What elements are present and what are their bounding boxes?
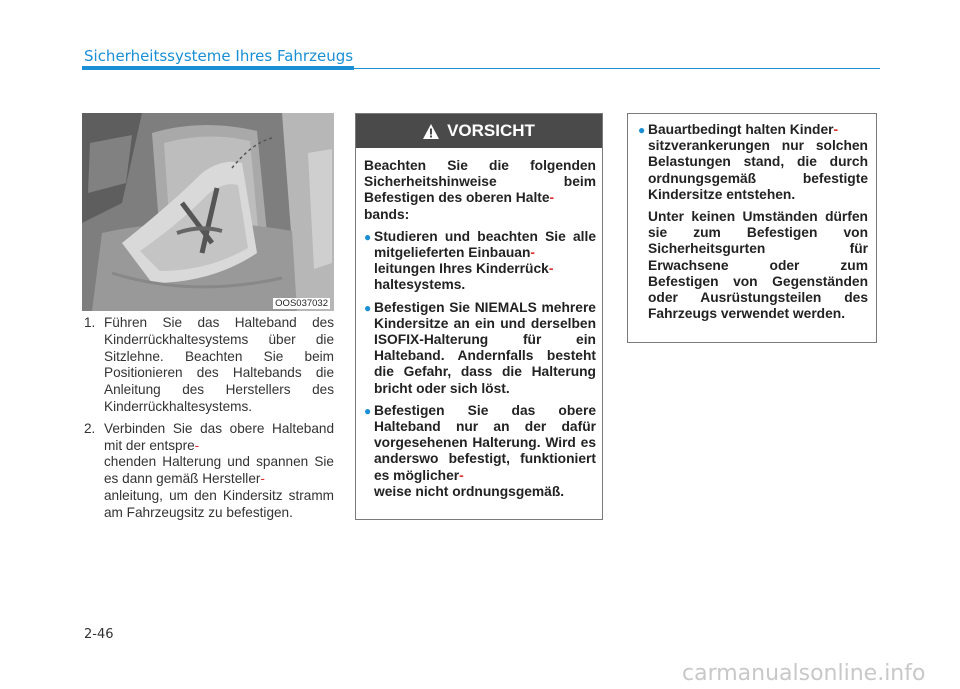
text-part: leitungen Ihres Kinderrück: [374, 261, 549, 277]
text-part: haltesystems.: [374, 277, 466, 293]
warning-bullet-1: [364, 229, 596, 294]
note-bullet: [638, 122, 868, 203]
warning-bullet-3: [364, 403, 596, 500]
bullet-text: [374, 403, 596, 500]
warning-bullet-2: [364, 300, 596, 397]
warning-triangle-icon: [423, 124, 439, 139]
bullet-dot-icon: ●: [364, 403, 372, 418]
hyphen-mark: -: [459, 467, 464, 483]
hyphen-mark: -: [194, 437, 200, 453]
bullet-text: [648, 122, 868, 203]
bullet-text: Befestigen Sie NIEMALS mehrere Kindersitze an ein und derselben ISOFIX-Halterung für ein Halteband. Andernfalls besteht die Gefahr, dass die Halterung bricht oder sich löst.: [374, 299, 596, 396]
text-part: Bauartbedingt halten Kinder: [648, 122, 834, 137]
text-part: sitzverankerungen nur solchen Belastungen stand, die durch ordnungsgemäß befestigte Kindersitze entstehen.: [648, 138, 868, 202]
text-part: chenden Halterung und spannen Sie es dann gemäß Hersteller: [104, 454, 334, 487]
text-part: Verbinden Sie das obere Halteband mit der entspre: [104, 420, 334, 453]
header-rule-thick: [82, 66, 354, 70]
hyphen-mark: -: [260, 471, 265, 487]
text-part: Befestigen Sie das obere Halteband nur an der dafür vorgesehenen Halterung. Wird es anderswo befestigt, funktioniert es möglicher: [374, 402, 596, 483]
note-box: [627, 113, 877, 343]
text-part: bands:: [364, 206, 410, 222]
instruction-list: [84, 315, 334, 527]
note-paragraph: Unter keinen Umständen dürfen sie zum Befestigen von Sicherheitsgurten für Erwachsene oder zum Befestigen von Gegenständen oder Ausrüstungsteilen des Fahrzeugs verwendet werden.: [648, 209, 868, 322]
step-number: 2.: [84, 420, 96, 436]
warning-body: [356, 148, 602, 500]
warning-intro: [364, 158, 596, 223]
photo-code: OOS037032: [275, 298, 328, 309]
header-rule-thin: [354, 68, 880, 69]
warning-header: [356, 114, 602, 148]
bullet-dot-icon: ●: [364, 300, 372, 315]
bullet-dot-icon: ●: [364, 229, 372, 244]
page-number: 2-46: [84, 627, 114, 642]
hyphen-mark: -: [549, 190, 555, 206]
child-seat-photo: [82, 113, 334, 311]
text-part: weise nicht ordnungsgemäß.: [374, 483, 565, 499]
hyphen-mark: -: [530, 245, 536, 261]
instruction-step-2: [84, 421, 334, 522]
bullet-dot-icon: ●: [638, 123, 646, 137]
warning-box: [355, 113, 603, 520]
step-text: Führen Sie das Halteband des Kinderrückhaltesystems über die Sitzlehne. Beachten Sie beim Positionieren des Haltebands die Anleitung des Herstellers des Kinderrückhaltesystems.: [104, 315, 334, 414]
bullet-text: [374, 229, 596, 294]
text-part: anleitung, um den Kindersitz stramm am Fahrzeugsitz zu befestigen.: [104, 487, 334, 520]
step-text: [104, 421, 334, 522]
text-part: Studieren und beachten Sie alle mitgelieferten Einbauan: [374, 228, 596, 261]
hyphen-mark: -: [548, 261, 554, 277]
warning-title: VORSICHT: [447, 121, 535, 140]
instruction-step-1: [84, 315, 334, 416]
child-seat-illustration: [82, 113, 334, 311]
section-title: Sicherheitssysteme Ihres Fahrzeugs: [84, 47, 354, 65]
hyphen-mark: -: [833, 122, 839, 137]
step-number: 1.: [84, 315, 96, 330]
watermark: carmanualsonline.info: [682, 661, 926, 686]
text-part: Beachten Sie die folgenden Sicherheitshinweise beim Befestigen des oberen Halte: [364, 158, 596, 206]
